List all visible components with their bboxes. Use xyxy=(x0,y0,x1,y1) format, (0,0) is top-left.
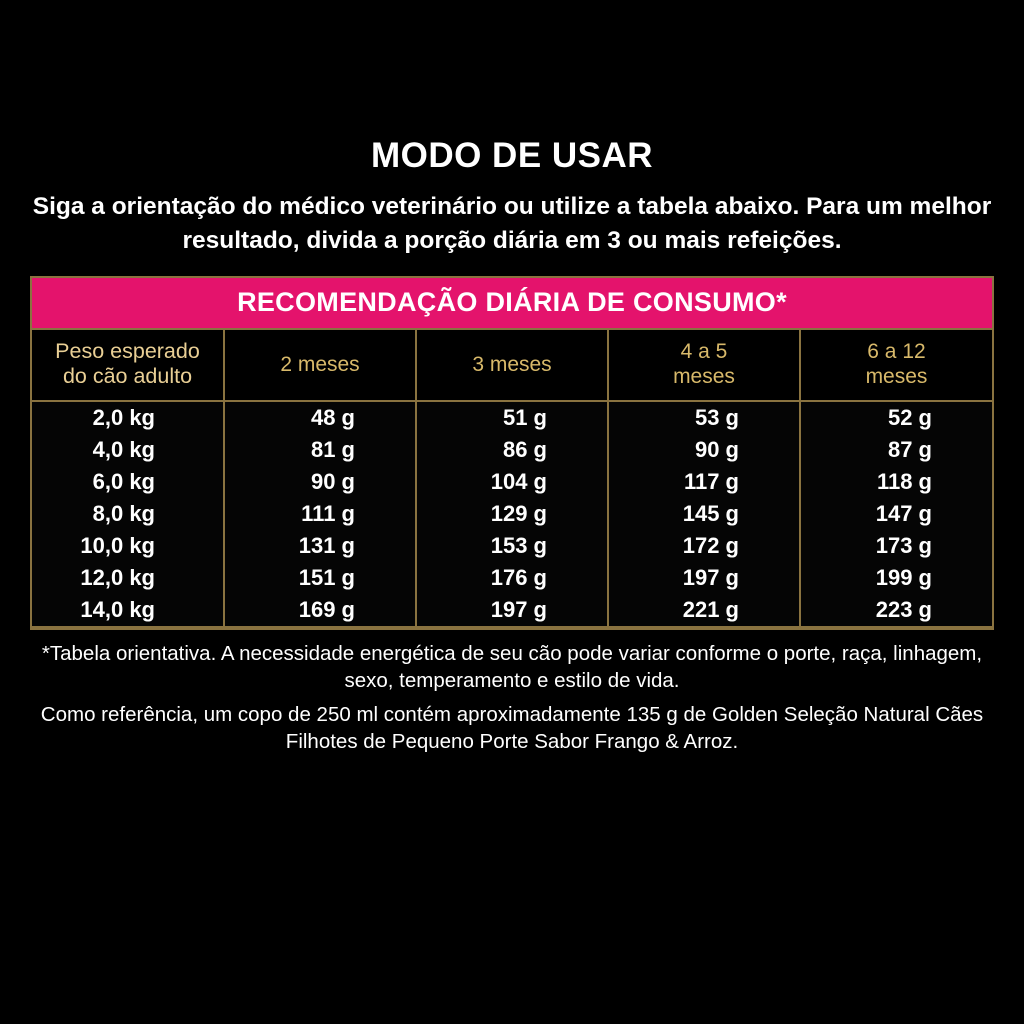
page-title: MODO DE USAR xyxy=(370,136,654,175)
cell-weight: 8,0 kg xyxy=(32,498,224,530)
cell-6-12-months: 199 g xyxy=(800,562,992,594)
cell-6-12-months: 87 g xyxy=(800,434,992,466)
column-header-4-5-months-line2: meses xyxy=(673,365,735,389)
cell-3-months: 51 g xyxy=(416,401,608,434)
cell-2-months: 131 g xyxy=(224,530,416,562)
cell-weight: 12,0 kg xyxy=(32,562,224,594)
consumption-table-container xyxy=(30,276,994,631)
cell-weight: 4,0 kg xyxy=(32,434,224,466)
column-header-weight xyxy=(32,329,224,402)
cell-6-12-months: 118 g xyxy=(800,466,992,498)
cell-weight: 2,0 kg xyxy=(32,401,224,434)
column-header-2-months-line1: 2 meses xyxy=(280,352,360,376)
table-head xyxy=(32,329,992,402)
cell-4-5-months: 145 g xyxy=(608,498,800,530)
footnote-table-disclaimer: *Tabela orientativa. A necessidade energética de seu cão pode variar conforme o porte, raça, linhagem, sexo, temperamento e estilo de vida. xyxy=(41,642,983,693)
column-header-3-months xyxy=(416,329,608,402)
cell-4-5-months: 117 g xyxy=(608,466,800,498)
table-row xyxy=(32,594,992,627)
table-row xyxy=(32,498,992,530)
cell-2-months: 151 g xyxy=(224,562,416,594)
cell-4-5-months: 53 g xyxy=(608,401,800,434)
cell-2-months: 81 g xyxy=(224,434,416,466)
footnotes xyxy=(30,640,994,755)
cell-3-months: 104 g xyxy=(416,466,608,498)
cell-6-12-months: 52 g xyxy=(800,401,992,434)
table-body xyxy=(32,401,992,627)
cell-4-5-months: 221 g xyxy=(608,594,800,627)
cell-2-months: 90 g xyxy=(224,466,416,498)
column-header-2-months xyxy=(224,329,416,402)
column-header-weight-line1: Peso esperado xyxy=(55,338,200,363)
column-header-4-5-months-line1: 4 a 5 xyxy=(680,340,728,364)
table-row xyxy=(32,530,992,562)
cell-3-months: 86 g xyxy=(416,434,608,466)
column-header-weight-line2: do cão adulto xyxy=(62,364,193,389)
cell-3-months: 176 g xyxy=(416,562,608,594)
cell-3-months: 129 g xyxy=(416,498,608,530)
column-header-6-12-months-line1: 6 a 12 xyxy=(867,340,926,364)
cell-4-5-months: 172 g xyxy=(608,530,800,562)
cell-2-months: 111 g xyxy=(224,498,416,530)
cell-weight: 6,0 kg xyxy=(32,466,224,498)
intro-paragraph: Siga a orientação do médico veterinário ou utilize a tabela abaixo. Para um melhor resultado, divida a porção diária em 3 ou mais refeições. xyxy=(32,193,992,254)
cell-2-months: 48 g xyxy=(224,401,416,434)
table-row xyxy=(32,562,992,594)
table-row xyxy=(32,466,992,498)
table-title-banner: RECOMENDAÇÃO DIÁRIA DE CONSUMO* xyxy=(32,278,992,328)
cell-4-5-months: 197 g xyxy=(608,562,800,594)
cell-6-12-months: 173 g xyxy=(800,530,992,562)
table-row xyxy=(32,434,992,466)
table-row xyxy=(32,401,992,434)
cell-2-months: 169 g xyxy=(224,594,416,627)
column-header-6-12-months xyxy=(800,329,992,402)
column-header-4-5-months xyxy=(608,329,800,402)
cell-4-5-months: 90 g xyxy=(608,434,800,466)
daily-consumption-table xyxy=(32,328,992,629)
cell-3-months: 197 g xyxy=(416,594,608,627)
cell-3-months: 153 g xyxy=(416,530,608,562)
column-header-6-12-months-line2: meses xyxy=(865,365,928,389)
cell-6-12-months: 223 g xyxy=(800,594,992,627)
cell-weight: 14,0 kg xyxy=(32,594,224,627)
column-header-3-months-line1: 3 meses xyxy=(472,352,552,376)
table-header-row xyxy=(32,329,992,402)
cell-6-12-months: 147 g xyxy=(800,498,992,530)
cell-weight: 10,0 kg xyxy=(32,530,224,562)
footnote-cup-reference: Como referência, um copo de 250 ml contém aproximadamente 135 g de Golden Seleção Natural Cães Filhotes de Pequeno Porte Sabor Frango & Arroz. xyxy=(40,703,984,754)
